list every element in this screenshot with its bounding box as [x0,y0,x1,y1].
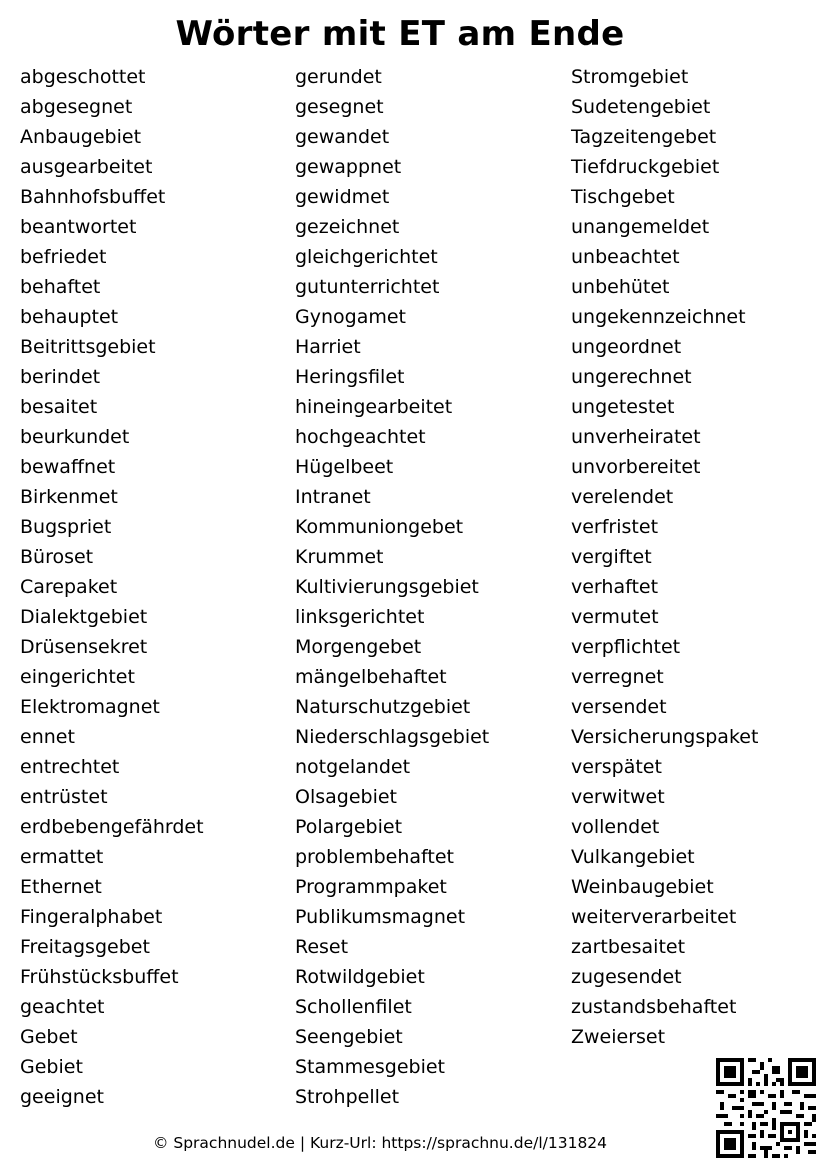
word-item: zartbesaitet [571,936,686,958]
word-item: hochgeachtet [295,426,426,448]
word-item: unvorbereitet [571,456,701,478]
word-item: Strohpellet [295,1086,400,1108]
word-item: vermutet [571,606,659,628]
word-item: ungetestet [571,396,675,418]
word-item: gesegnet [295,96,384,118]
word-item: Vulkangebiet [571,846,695,868]
word-item: verwitwet [571,786,665,808]
word-item: Reset [295,936,349,958]
word-item: Naturschutzgebiet [295,696,471,718]
word-item: gleichgerichtet [295,246,438,268]
word-item: ausgearbeitet [20,156,153,178]
footer-credit: © Sprachnudel.de | Kurz-Url: https://sprachnu.de/l/131824 [152,1134,608,1152]
word-item: eingerichtet [20,666,135,688]
word-item: Stromgebiet [571,66,689,88]
word-item: entrechtet [20,756,120,778]
word-item: Ethernet [20,876,102,898]
word-column-3 [571,62,758,1052]
word-item: Kommuniongebet [295,516,464,538]
word-item: behauptet [20,306,119,328]
word-item: Gebet [20,1026,78,1048]
word-item: verpflichtet [571,636,681,658]
word-item: gezeichnet [295,216,400,238]
word-item: Birkenmet [20,486,118,508]
word-item: Kultivierungsgebiet [295,576,479,598]
word-item: Gynogamet [295,306,406,328]
word-item: Zweierset [571,1026,666,1048]
word-item: notgelandet [295,756,411,778]
word-item: Niederschlagsgebiet [295,726,490,748]
word-item: gewidmet [295,186,390,208]
word-item: unverheiratet [571,426,701,448]
word-item: Publikumsmagnet [295,906,466,928]
word-item: Dialektgebiet [20,606,148,628]
word-item: Hügelbeet [295,456,394,478]
word-item: Krummet [295,546,384,568]
word-item: behaftet [20,276,101,298]
word-item: ennet [20,726,75,748]
word-item: Versicherungspaket [571,726,759,748]
word-item: mängelbehaftet [295,666,447,688]
word-item: linksgerichtet [295,606,425,628]
word-item: Programmpaket [295,876,447,898]
word-item: vergiftet [571,546,652,568]
word-column-2 [295,62,489,1112]
word-item: Elektromagnet [20,696,160,718]
word-item: geachtet [20,996,105,1018]
word-item: Olsagebiet [295,786,398,808]
word-item: Morgengebet [295,636,422,658]
word-item: Gebiet [20,1056,83,1078]
word-item: unbeachtet [571,246,680,268]
word-item: hineingearbeitet [295,396,453,418]
word-item: gutunterrichtet [295,276,440,298]
word-item: zugesendet [571,966,682,988]
word-item: gewandet [295,126,390,148]
word-item: beantwortet [20,216,137,238]
word-item: Heringsfilet [295,366,405,388]
word-item: Drüsensekret [20,636,148,658]
word-item: ungeordnet [571,336,682,358]
word-item: Büroset [20,546,94,568]
word-item: bewaffnet [20,456,116,478]
word-item: beurkundet [20,426,130,448]
qr-code-icon [716,1058,816,1158]
word-column-1 [20,62,204,1112]
word-item: vollendet [571,816,660,838]
word-item: ermattet [20,846,104,868]
word-item: Harriet [295,336,361,358]
word-item: ungerechnet [571,366,692,388]
word-item: problembehaftet [295,846,454,868]
word-item: Weinbaugebiet [571,876,714,898]
word-item: Fingeralphabet [20,906,163,928]
word-item: Freitagsgebet [20,936,150,958]
word-item: gerundet [295,66,382,88]
word-item: Tiefdruckgebiet [571,156,720,178]
word-item: Rotwildgebiet [295,966,425,988]
word-item: Tischgebet [571,186,675,208]
word-item: ungekennzeichnet [571,306,746,328]
word-item: erdbebengefährdet [20,816,204,838]
word-item: Beitrittsgebiet [20,336,156,358]
word-item: verfristet [571,516,659,538]
word-item: Schollenfilet [295,996,412,1018]
word-item: verspätet [571,756,662,778]
word-item: Anbaugebiet [20,126,142,148]
word-item: gewappnet [295,156,402,178]
word-item: Carepaket [20,576,118,598]
word-item: Stammesgebiet [295,1056,445,1078]
word-item: versendet [571,696,667,718]
word-item: Seengebiet [295,1026,403,1048]
page-title: Wörter mit ET am Ende [175,14,625,54]
word-item: besaitet [20,396,98,418]
word-item: berindet [20,366,101,388]
word-item: abgeschottet [20,66,146,88]
word-item: verhaftet [571,576,659,598]
word-item: verelendet [571,486,674,508]
word-item: geeignet [20,1086,104,1108]
word-item: Bugspriet [20,516,112,538]
word-item: Tagzeitengebet [571,126,717,148]
word-item: Frühstücksbuffet [20,966,179,988]
word-item: befriedet [20,246,107,268]
word-item: Bahnhofsbuffet [20,186,166,208]
word-item: Intranet [295,486,371,508]
word-item: entrüstet [20,786,108,808]
word-item: unbehütet [571,276,670,298]
word-item: zustandsbehaftet [571,996,737,1018]
word-item: abgesegnet [20,96,133,118]
word-item: Sudetengebiet [571,96,711,118]
word-item: verregnet [571,666,664,688]
word-item: weiterverarbeitet [571,906,737,928]
word-item: unangemeldet [571,216,710,238]
word-item: Polargebiet [295,816,403,838]
